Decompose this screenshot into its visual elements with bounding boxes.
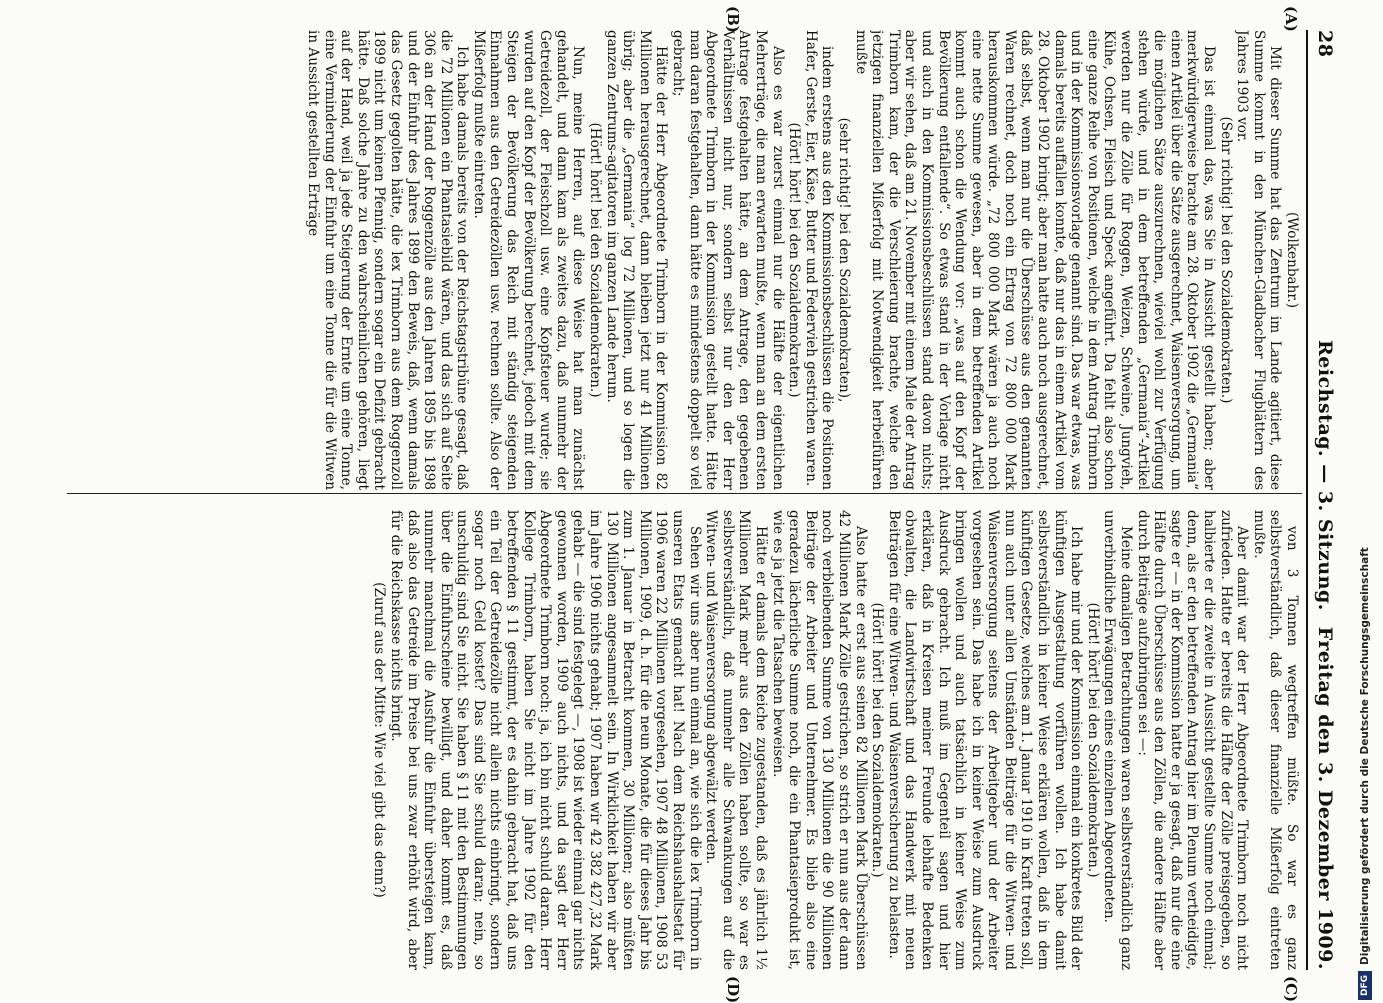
quoted-paragraph: Meine damaligen Betrachtungen waren selbstverständlich ganz unverbindliche Erwägungen eines einzelnen Abgeordneten. xyxy=(1101,510,1135,970)
paragraph: von 3 Tonnen wegtreffen müßte. So war es ganz selbstverständlich, daß dieser finanzielle Mißerfolg eintreten mußte. xyxy=(1250,510,1300,970)
interjection: (Zuruf aus der Mitte: Wie viel gibt das denn?) xyxy=(371,582,388,898)
paragraph: Ich habe damals bereits von der Reichstagstribüne gesagt, daß die 72 Millionen ein Phantasiebild wären, und das sich auf Seite 306 an der Hand der Roggenzölle aus den Jahren 1895 bis 1898 und der Einfuhr des Jahres 1899 den Beweis, daß, wenn damals das Gesetz gegolten hätte, die lex Trimborn aus dem Roggenzoll 1899 nicht um keinen Pfennig, sondern sogar ein Defizit gebracht hätte. Daß solche Jahre zu den wahrscheinlichen gehören, liegt auf der Hand, weil ja jede Steigerung der Ernte um eine Tonne, eine Verminderung der Einfuhr um eine Tonne die für die Witwen in Aussicht gestellten Erträge xyxy=(304,30,471,490)
dfg-logo: DFG xyxy=(1358,971,1372,1000)
paragraph: Aber damit war der Herr Abgeordnete Trimborn noch nicht zufrieden. Hatte er bereits die Hälfte der Zölle preisgegeben, so halbierte er die zweite in Aussicht gestellte Summe noch einmal; denn, als er den betreffenden Antrag hier im Plenum vertheidigte, sagte er — in der Kommission hatte er ja gesagt, daß nur die eine Hälfte durch Überschüsse aus den Zöllen, die andere Hälfte aber durch Beiträge aufzubringen sei —: xyxy=(1134,510,1251,970)
column-divider xyxy=(67,493,1302,494)
session-title: Reichstag. — 3. Sitzung. xyxy=(1314,340,1336,611)
paragraph: Mit dieser Summe hat das Zentrum im Lande agitiert, diese Summe kommt in den München-Gladbacher Flugblättern des Jahres 1903 vor. xyxy=(1234,30,1284,490)
left-column xyxy=(70,30,1300,490)
margin-marker-d: (D) xyxy=(724,976,742,1003)
paragraph: Hätte er damals dem Reiche zugestanden, daß es jährlich 1½ Millionen Mark mehr aus den Zöllen haben sollte, so war es selbstverständlich, daß nunmehr alle Schwankungen auf die Witwen- und Waisenversorgung abgewälzt werden. xyxy=(703,510,769,970)
paragraph: (Wolkenbahr.) xyxy=(1284,211,1300,309)
funding-text: Digitalisierung gefördert durch die Deutsche Forschungsgemeinschaft xyxy=(1359,547,1371,965)
interjection: (Sehr richtig! bei den Sozialdemokraten.) xyxy=(1217,116,1234,404)
interjection: (sehr richtig! bei den Sozialdemokraten), xyxy=(835,117,852,403)
document-page xyxy=(52,0,1342,1003)
margin-marker-a: (A) xyxy=(1282,6,1300,32)
page-header xyxy=(1306,30,1338,970)
paragraph: Sehen wir uns aber nun einmal an, wie sich die lex Trimborn in unseren Etats gemacht hat! Nach dem Reichshaushaltsetat für 1906 waren 22 Millionen vorgesehen, 1907 48 Millionen, 1908 53 Millionen, 1909, d. h. für die neun Monate, die für dieses Jahr bis zum 1. Januar in Betracht kommen, 30 Millionen; also müßten 130 Millionen angesammelt sein. In Wirklichkeit haben wir aber im Jahre 1906 nichts gehabt; 1907 haben wir 42 382 427,32 Mark gehabt — die sind festgelegt —, 1908 ist wieder einmal gar nichts gewonnen worden, 1909 auch nichts, und da sagt der Herr Abgeordnete Trimborn noch: ja, ich bin nicht schuld daran. Herr Kollege Trimborn, haben Sie nicht im Jahre 1902 für den betreffenden § 11 gestimmt, der es dahin gebracht hat, daß uns ein Teil der Getreidezölle nicht allein nichts einbringt, sondern sogar noch Geld kostet? Das sind Sie schuld daran; nein, so unschuldig sind Sie nicht. Sie haben § 11 mit den Bestimmungen über die Einfuhrscheine bewilligt, und daher kommt es, daß nunmehr manchmal die Ausfuhr die Einfuhr übersteigen kann, daß also das Getreide im Preise bei uns zwar erhöht wird, aber für die Reichskasse nichts bringt. xyxy=(387,510,703,970)
paragraph: indem erstens aus den Kommissionsbeschlüssen die Positionen Hafer, Gerste, Eier, Käse, Butter und Federvieh gestrichen waren. xyxy=(802,30,836,490)
paragraph: Also es war zuerst einmal nur die Hälfte der eigentlichen Mehrerträge, die man erwarten mußte, wenn man an dem ersten Antrage festgehalten hätte, an dem Antrage, den gegebenen Verhältnissen nicht nur, sondern selbst nur den der Herr Abgeordnete Trimborn in der Kommission gestellt hatte. Hätte man daran festgehalten, dann hätte es mindestens doppelt so viel gebracht; xyxy=(670,30,786,490)
margin-marker-b: (B) xyxy=(724,6,742,33)
margin-marker-c: (C) xyxy=(1282,976,1300,1003)
interjection: (Hört! hört! bei den Sozialdemokraten.) xyxy=(786,122,803,398)
paragraph: Nun, meine Herren, auf diese Weise hat man zunächst gehandelt, und dann kam als zweites dazu, daß nunmehr der Getreidezoll, der Fleischzoll usw. eine Kopfsteuer wurde; sie wurden auf den Kopf der Bevölkerung berechnet, jedoch mit dem Steigen der Bevölkerung das Reich mit ständig steigenden Einnahmen aus den Getreidezöllen usw. rechnen sollte. Also der Mißerfolg mußte eintreten. xyxy=(470,30,587,490)
interjection: (Hört! hört! bei den Sozialdemokraten.) xyxy=(1084,602,1101,878)
funding-note xyxy=(1353,15,1377,1000)
interjection: (Hört! hört! bei den Sozialdemokraten.) xyxy=(869,602,886,878)
paragraph: Also hatte er erst aus seinen 82 Millionen Mark Überschüssen 42 Millionen Mark Zölle gestrichen, so strich er nun aus der dann noch verbleibenden Summe von 130 Millionen die 90 Millionen Beiträge der Arbeiter und Unternehmer. Es blieb also eine geradezu lächerliche Summe noch, die ein Phantasieprodukt ist, wie es ja jetzt die Tatsachen beweisen. xyxy=(769,510,869,970)
right-column xyxy=(70,510,1300,970)
interjection: (Hört! hört! bei den Sozialdemokraten.) xyxy=(587,122,604,398)
paragraph: Das ist einmal das, was Sie in Aussicht gestellt haben; aber merkwürdigerweise brachte am 28. Oktober 1902 die „Germania“ einen Artikel über die Sätze ausgerechnet, Waisenversorgung, um die möglichen Sätze auszurechnen, wieviel wohl zur Verfügung stehen würde, und in dem betreffenden „Germania“-Artikel werden nur die Zölle für Roggen, Weizen, Schweine, Jungvieh, Kühe, Ochsen, Fleisch und Speck angeführt. Da fehlt also schon eine ganze Reihe von Positionen, welche in dem Antrag Trimborn und in der Kommissionsvorlage genannt sind. Das war etwas, was damals bereits auffallen konnte, daß nur das in einem Artikel vom 28. Oktober 1902 bringt; aber man hatte auch noch ausgerechnet, daß selbst, wenn man nur die Überschüsse aus den genannten Waren rechnet, doch noch ein Ertrag von 72 800 000 Mark herauskommen würde. „72 800 000 Mark wären ja auch noch eine nette Summe gewesen, aber in dem betreffenden Artikel kommt auch schon die Wendung vor: „was auf den Kopf der Bevölkerung entfallende“. So etwas stand in der Vorlage nicht und auch in den Kommissionsbeschlüssen stand davon nichts; aber wir sehen, daß am 21. November mit einem Male der Antrag Trimborn kam, der die Verschleierung brachte, welche den jetzigen finanziellen Mißerfolg mit Notwendigkeit herbeiführen mußte xyxy=(852,30,1218,490)
page-number: 28 xyxy=(1314,30,1336,58)
session-date: Freitag den 3. Dezember 1909. xyxy=(1314,626,1336,970)
paragraph: Hätte der Herr Abgeordnete Trimborn in der Kommission 82 Millionen herausgerechnet, dann bleiben jetzt nur 41 Millionen übrig; aber die „Germania“ log 72 Millionen, und so logen die ganzen Zentrums-agitatoren im ganzen Lande herum. xyxy=(603,30,670,490)
quoted-paragraph: Ich habe mir und der Kommission einmal ein konkretes Bild der künftigen Ausgestaltung vorführen wollen. Ich habe damit selbstverständlich in keiner Weise erklären wollen, daß in dem künftigen Gesetze, welches am 1. Januar 1910 in Kraft treten soll, nun auch unter allen Umständen Beiträge für die Witwen- und Waisenversorgung seitens der Arbeitgeber und der Arbeiter vorgesehen sein. Das habe ich in keiner Weise zum Ausdruck bringen wollen und auch tatsächlich in keiner Weise zum Ausdruck gebracht. Ich muß im Gegenteil sagen und hier erklären, daß in Kreisen meiner Freunde lebhafte Bedenken obwalten, die Landwirtschaft und das Handwerk mit neuen Beiträgen für eine Witwen- und Waisenversicherung zu belasten. xyxy=(885,510,1085,970)
